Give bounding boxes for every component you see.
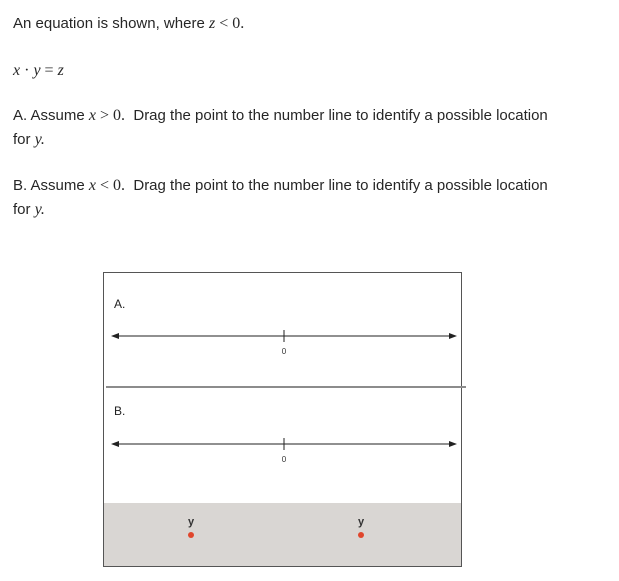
panel-b-label: B.	[114, 404, 126, 418]
equation-equals: =	[44, 62, 54, 79]
number-line-widget	[103, 272, 462, 567]
part-b-target: y.	[34, 201, 45, 218]
number-line-a[interactable]	[109, 325, 459, 355]
part-a-text: Drag the point to the number line to identify a possible location	[133, 107, 548, 124]
intro-text: An equation is shown, where	[13, 15, 209, 32]
part-b-instruction-cont	[13, 199, 45, 221]
part-a-for: for	[13, 131, 31, 148]
part-b-operator: <	[99, 177, 110, 194]
drag-point-y-a[interactable]	[181, 516, 201, 550]
part-a-operator: >	[99, 107, 110, 124]
part-b-variable: x	[88, 177, 96, 194]
part-a-prefix: A. Assume	[13, 107, 89, 124]
part-a-variable: x	[88, 107, 96, 124]
number-line-b-zero-label: 0	[281, 455, 287, 463]
equation-z: z	[57, 62, 64, 79]
equation-dot: ·	[24, 62, 30, 79]
number-line-a-zero-label: 0	[281, 347, 287, 355]
point-dot-icon	[358, 532, 364, 538]
equation-x: x	[13, 62, 21, 79]
equation-y: y	[33, 62, 41, 79]
number-line-a-left-arrow	[111, 333, 119, 339]
question-intro	[13, 13, 244, 35]
number-line-b-right-arrow	[449, 441, 457, 447]
number-line-b[interactable]	[109, 433, 459, 463]
part-b-text: Drag the point to the number line to identify a possible location	[133, 177, 548, 194]
drag-point-label: y	[187, 516, 195, 528]
part-b-for: for	[13, 201, 31, 218]
drag-point-y-b[interactable]	[351, 516, 371, 550]
part-b-instruction	[13, 175, 548, 197]
part-b-value: 0.	[113, 177, 126, 194]
point-dot-icon	[188, 532, 194, 538]
part-b-prefix: B. Assume	[13, 177, 89, 194]
part-a-instruction	[13, 105, 548, 127]
intro-value: 0.	[232, 15, 245, 32]
part-a-instruction-cont	[13, 129, 45, 151]
part-a-target: y.	[34, 131, 45, 148]
drag-point-label: y	[357, 516, 365, 528]
part-a-value: 0.	[113, 107, 126, 124]
panel-a-label: A.	[114, 297, 126, 311]
intro-operator: <	[219, 15, 229, 32]
point-tray	[104, 503, 461, 566]
equation	[13, 60, 64, 82]
intro-variable: z	[208, 15, 216, 32]
number-line-b-left-arrow	[111, 441, 119, 447]
panel-divider	[106, 386, 466, 388]
number-line-a-right-arrow	[449, 333, 457, 339]
